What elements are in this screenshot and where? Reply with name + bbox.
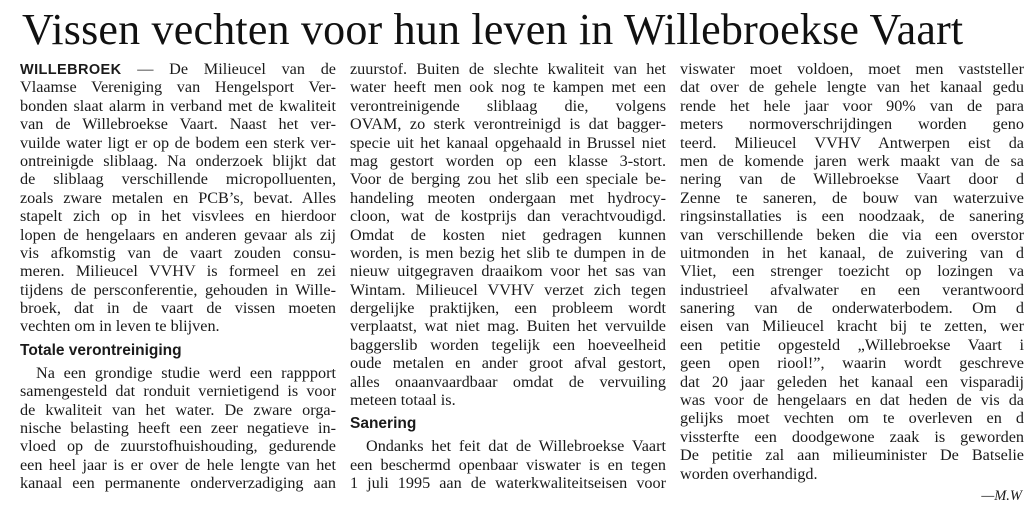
- text-line: dat over de gehele lengte van het kanaal gedu: [680, 78, 1024, 97]
- headline: Vissen vechten voor hun leven in Willebroekse Vaart: [22, 5, 964, 54]
- text-line: Voor de berging zou het slib een speciale be-: [350, 170, 666, 189]
- text-line: kanaal een permanente onderverzadiging aan: [20, 474, 336, 493]
- text-line: van verschillende beken die via een overstor: [680, 225, 1024, 244]
- paragraph: [20, 364, 336, 493]
- text-line: verontreinigende sliblaag die, volgens: [350, 96, 666, 115]
- text-line: nering van de Willebroekse Vaart door d: [680, 170, 1024, 189]
- text-line: Wintam. Milieucel VVHV verzet zich tegen: [350, 280, 666, 299]
- lead-line: [20, 60, 336, 78]
- text-line: dat 20 jaar geleden het kanaal een visparadij: [680, 372, 1024, 391]
- text-line: teerd. Milieucel VVHV Antwerpen eist da: [680, 133, 1024, 152]
- text-line: Zenne te saneren, de bouw van waterzuive: [680, 188, 1024, 207]
- text-line: de sliblaag verschillende micropolluenten,: [20, 170, 336, 189]
- text-line: handeling meoten ondergaan met hydrocy-: [350, 188, 666, 207]
- text-line: de kwaliteit van het water. De zware orga-: [20, 400, 336, 419]
- text-line: Ondanks het feit dat de Willebroekse Vaart: [366, 437, 666, 456]
- text-line: verplaatst, wat niet mag. Buiten het vervuilde: [350, 317, 666, 336]
- subheading-sanering: Sanering: [350, 415, 417, 433]
- text-line: OVAM, zo sterk verontreinigd is dat bagger-: [350, 115, 666, 134]
- text-line: geen open riool!”, waarin wordt geschreve: [680, 354, 1024, 373]
- author-signature: —M.W: [981, 487, 1022, 504]
- text-line: een heel jaar is er over de hele lengte van het: [20, 455, 336, 474]
- lead-text: — De Milieucel van de: [121, 60, 336, 78]
- paragraph: [680, 60, 1024, 483]
- paragraph: [350, 60, 666, 409]
- text-line: een beschermd openbaar viswater is en tegen: [350, 455, 666, 474]
- text-line: cloon, wat de kostprijs dan verachtvoudigd.: [350, 207, 666, 226]
- text-line: Vliet, een strenger toezicht op lozingen va: [680, 262, 1024, 281]
- paragraph: [350, 437, 666, 492]
- text-line: Na een grondige studie werd een rappport: [36, 363, 336, 382]
- text-line: vloed op de zuurstofhuishouding, gedurende: [20, 437, 336, 456]
- text-line: worden, is men bezig het slib te dumpen in de: [350, 243, 666, 262]
- text-line: worden overhandigd.: [680, 464, 818, 483]
- text-line: tijdens de persconferentie, gehouden in Wille-: [20, 280, 336, 299]
- text-line: men de komende jaren werk maakt van de sa: [680, 151, 1024, 170]
- text-line: uitmonden in het kanaal, de zuivering van d: [680, 243, 1024, 262]
- text-line: baggerslib worden tegelijk een hoeveelheid: [350, 335, 666, 354]
- text-line: viswater moet voldoen, moet men vaststeller: [680, 60, 1024, 78]
- text-line: een petitie opgesteld „Willebroekse Vaart i: [680, 335, 1024, 354]
- text-line: industrieel afvalwater en een verantwoord: [680, 280, 1024, 299]
- text-line: van de Willebroekse Vaart. Naast het ver-: [20, 115, 336, 134]
- text-line: ringsinstallaties is een noodzaak, de sanering: [680, 207, 1024, 226]
- text-line: meteen totaal is.: [350, 391, 456, 410]
- text-line: specie uit het kanaal opgehaald in Brussel niet: [350, 133, 666, 152]
- text-line: ontreinigde sliblaag. Na onderzoek blijkt dat: [20, 151, 336, 170]
- text-line: was voor de hengelaars en dat heden de vis da: [680, 391, 1024, 410]
- article-column-3: [680, 60, 1024, 506]
- text-line: bonden slaat alarm in verband met de kwaliteit: [20, 96, 336, 115]
- text-line: De petitie zal aan milieuminister De Batselie: [680, 446, 1024, 465]
- subheading-totale-verontreiniging: Totale verontreiniging: [20, 341, 182, 359]
- text-line: Omdat de kosten niet gedragen kunnen: [350, 225, 666, 244]
- text-line: meters normoverschrijdingen worden geno: [680, 115, 1024, 134]
- text-line: vechten om in leven te blijven.: [20, 317, 220, 336]
- text-line: mag gestort worden op een klasse 3-stort.: [350, 151, 666, 170]
- paragraph: [20, 78, 336, 335]
- text-line: rende het hele jaar voor 90% van de para: [680, 96, 1024, 115]
- text-line: vis afkomstig van de vaart zouden consu-: [20, 243, 336, 262]
- text-line: meren. Milieucel VVHV is formeel en zei: [20, 262, 336, 281]
- text-line: broek, dat in de vaart de vissen moeten: [20, 299, 336, 318]
- dateline: WILLEBROEK: [20, 62, 122, 78]
- text-line: sanering van de onderwaterbodem. Om d: [680, 299, 1024, 318]
- text-line: oude metalen en ander groot afval gestort,: [350, 354, 666, 373]
- text-line: water heeft men ook nog te kampen met een: [350, 78, 666, 97]
- text-line: 1 juli 1995 aan de waterkwaliteitseisen voor: [350, 474, 666, 493]
- text-line: lopen de hengelaars en anderen gevaar als zij: [20, 225, 336, 244]
- text-line: dergelijke praktijken, een probleem wordt: [350, 299, 666, 318]
- text-line: vissterfte een doodgewone zaak is geworden: [680, 427, 1024, 446]
- text-line: alles onaanvaardbaar omdat de vervuiling: [350, 372, 666, 391]
- text-line: stapelt zich op in het visvlees en hierdoor: [20, 207, 336, 226]
- text-line: samengesteld dat ronduit vernietigend is voor: [20, 382, 336, 401]
- text-line: zoals zware metalen en PCB’s, bevat. Alles: [20, 188, 336, 207]
- text-line: gelijks moet vechten om te overleven en d: [680, 409, 1024, 428]
- text-line: Vlaamse Vereniging van Hengelsport Ver-: [20, 78, 336, 97]
- article-column-2: [350, 60, 666, 506]
- text-line: vuilde water ligt er op de bodem een sterk ver-: [20, 133, 336, 152]
- text-line: zuurstof. Buiten de slechte kwaliteit van het: [350, 60, 666, 78]
- article-column-1: [20, 60, 336, 506]
- text-line: nieuw uitgegraven draaikom voor het sas van: [350, 262, 666, 281]
- text-line: eisen van Milieucel kracht bij te zetten, wer: [680, 317, 1024, 336]
- text-line: nische belasting heeft een zeer negatieve in-: [20, 419, 336, 438]
